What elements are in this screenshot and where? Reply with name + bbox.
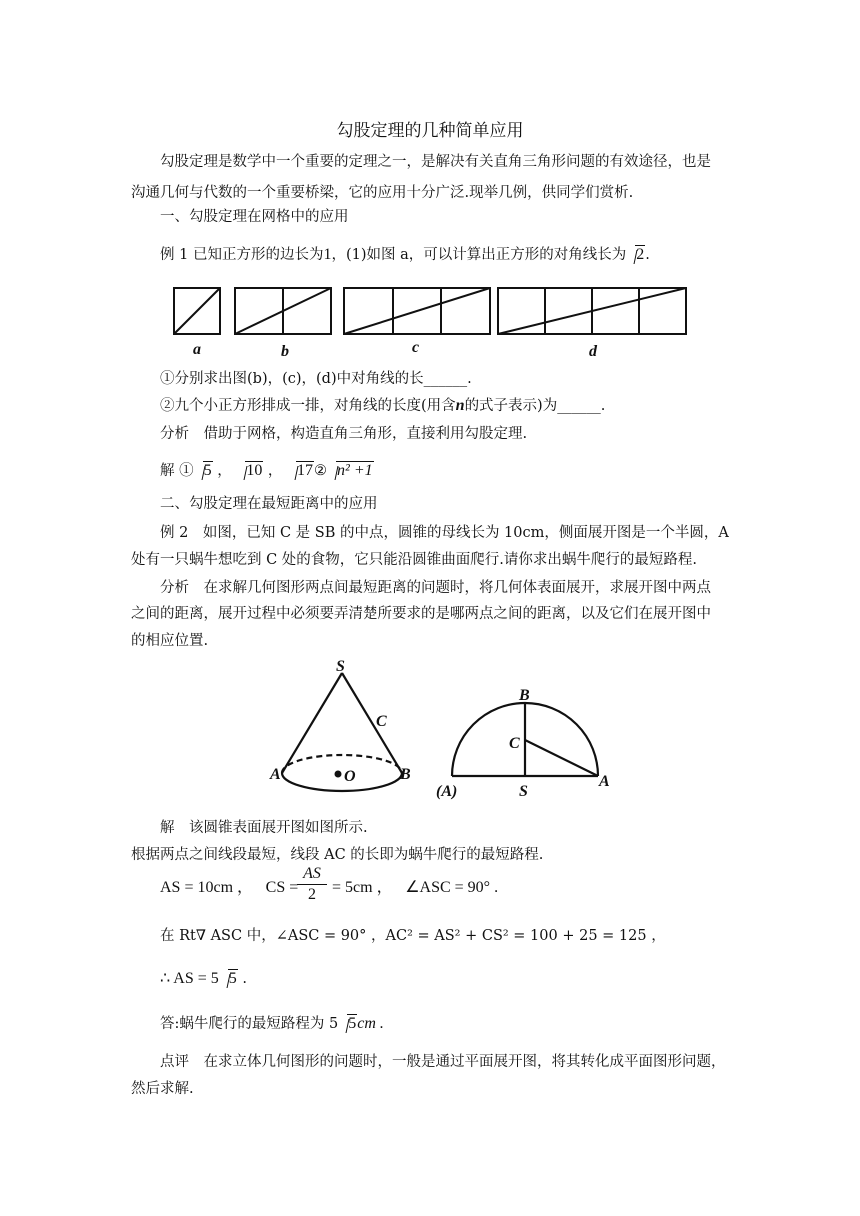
page-title: 勾股定理的几种简单应用 bbox=[336, 121, 524, 141]
intro-line-2: 沟通几何与代数的一个重要桥梁，它的应用十分广泛.现举几例，供同学们赏析. bbox=[131, 185, 634, 201]
cone-label-o: O bbox=[344, 768, 356, 785]
equation-1: AS = 10cm ， CS = bbox=[160, 879, 299, 896]
equation-3: ∴ AS = 5 5 . bbox=[160, 970, 247, 987]
fraction-numerator: AS bbox=[297, 864, 327, 885]
section-heading-1: 一、勾股定理在网格中的应用 bbox=[160, 209, 349, 225]
semicircle-figure bbox=[432, 682, 622, 802]
cone-base-front bbox=[282, 773, 402, 791]
grid-label-a: a bbox=[193, 341, 201, 358]
analysis-2-line-1: 分析 在求解几何图形两点间最短距离的问题时，将几何体表面展开，求展开图中两点 bbox=[160, 580, 711, 596]
cone-figure bbox=[262, 655, 422, 805]
intro-line-1: 勾股定理是数学中一个重要的定理之一，是解决有关直角三角形问题的有效途径，也是 bbox=[160, 154, 711, 170]
cone-label-c: C bbox=[376, 713, 387, 730]
grid-label-b: b bbox=[281, 343, 289, 360]
analysis-2-line-2: 之间的距离，展开过程中必须要弄清楚所要求的是哪两点之间的距离，以及它们在展开图中 bbox=[131, 606, 711, 622]
segment-ca bbox=[525, 740, 598, 776]
semi-label-s: S bbox=[519, 783, 528, 800]
solution-2-line-1: 解 该圆锥表面展开图如图所示. bbox=[160, 820, 368, 836]
grid-label-d: d bbox=[589, 343, 597, 360]
question-1: ①分别求出图(b)，(c)，(d)中对角线的长______. bbox=[160, 371, 472, 387]
section-heading-2: 二、勾股定理在最短距离中的应用 bbox=[160, 496, 378, 512]
equation-1-tail: = 5cm ， ∠ASC = 90° . bbox=[332, 879, 499, 896]
semi-label-a-left: (A) bbox=[436, 783, 458, 800]
fraction bbox=[297, 864, 327, 905]
solution-2-line-2: 根据两点之间线段最短，线段 AC 的长即为蜗牛爬行的最短路程. bbox=[131, 847, 544, 863]
example-2-line-2: 处有一只蜗牛想吃到 C 处的食物，它只能沿圆锥曲面爬行.请你求出蜗牛爬行的最短路程. bbox=[131, 552, 698, 568]
example-1-statement: 例 1 已知正方形的边长为1，(1)如图 a，可以计算出正方形的对角线长为 2. bbox=[160, 246, 650, 263]
semi-label-c: C bbox=[509, 735, 520, 752]
analysis-2-line-3: 的相应位置. bbox=[131, 633, 209, 649]
grid-a-diagonal bbox=[174, 288, 220, 334]
analysis-1: 分析 借助于网格，构造直角三角形，直接利用勾股定理. bbox=[160, 426, 528, 442]
fraction-denominator: 2 bbox=[308, 886, 316, 903]
example-2-line-1: 例 2 如图，已知 C 是 SB 的中点，圆锥的母线长为 10cm，侧面展开图是一个半圆，A bbox=[160, 525, 729, 541]
comment-line-2: 然后求解. bbox=[131, 1081, 194, 1097]
cone-label-s: S bbox=[336, 658, 345, 675]
cone-label-a: A bbox=[270, 766, 281, 783]
cone-base-back bbox=[282, 755, 402, 773]
grid-figure bbox=[168, 282, 694, 364]
semi-label-b: B bbox=[519, 687, 530, 704]
comment-line-1: 点评 在求立体几何图形的问题时，一般是通过平面展开图，将其转化成平面图形问题， bbox=[160, 1054, 726, 1070]
answer: 答:蜗牛爬行的最短路程为 5 5cm . bbox=[160, 1015, 384, 1032]
semi-label-a: A bbox=[599, 773, 610, 790]
equation-2: 在 Rt∇ ASC 中，∠ASC = 90° ，AC² = AS² + CS² = 100 + 25 = 125 ， bbox=[160, 928, 666, 944]
grid-c-diagonal bbox=[344, 288, 490, 334]
cone-center-dot bbox=[335, 771, 342, 778]
cone-label-b: B bbox=[400, 766, 411, 783]
question-2: ②九个小正方形排成一排，对角线的长度(用含n的式子表示)为______. bbox=[160, 397, 606, 414]
grid-label-c: c bbox=[412, 339, 420, 356]
solution-1: 解 ① 5 ， 10 ， 17② n² +1 bbox=[160, 462, 373, 479]
